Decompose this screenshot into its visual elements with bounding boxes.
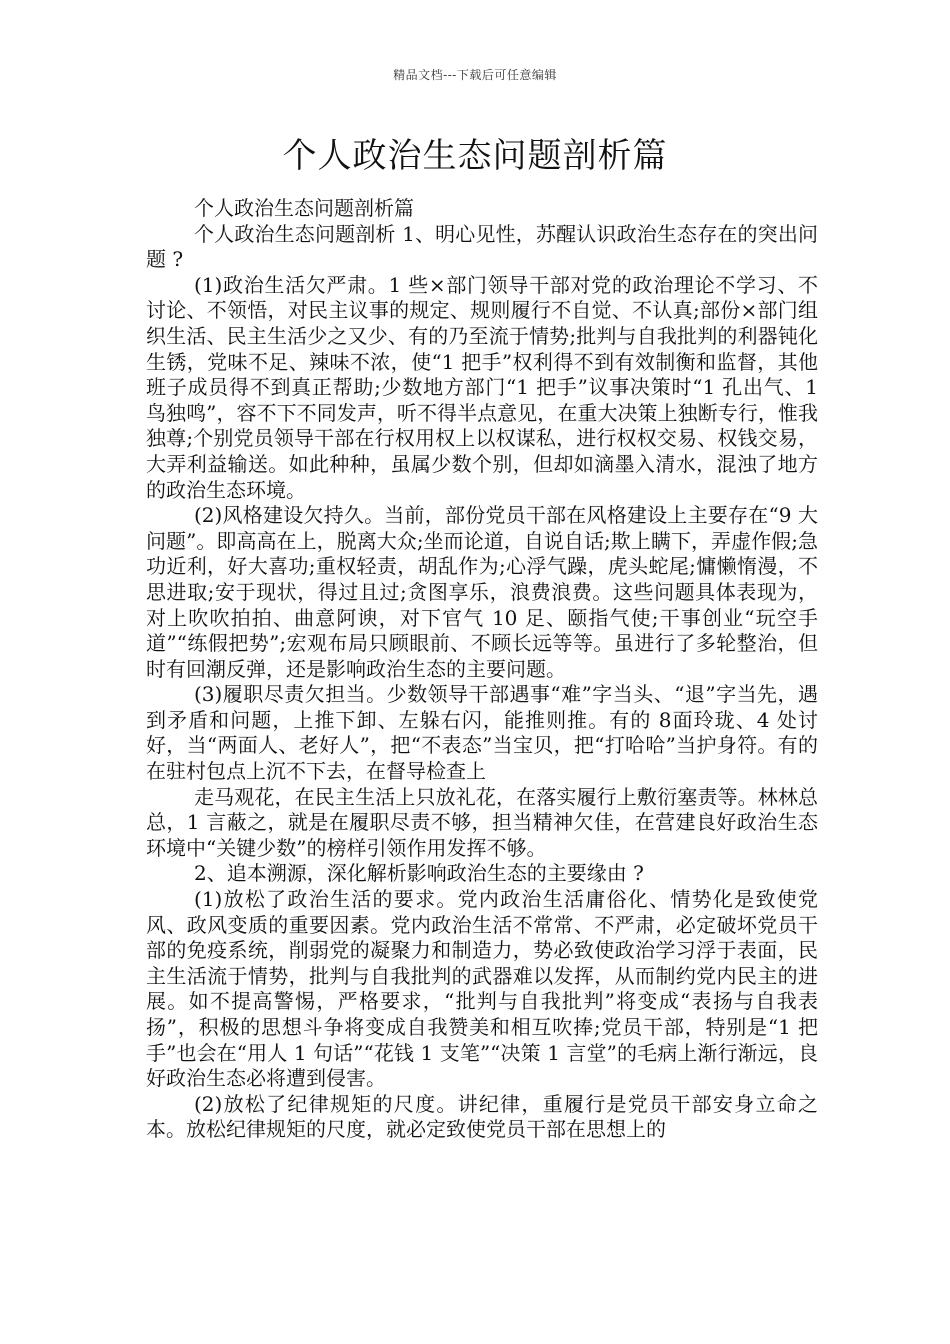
- body-paragraph: 走马观花，在民主生活上只放礼花，在落实履行上敷衍塞责等。林林总总，1 言蔽之，就是在履职尽责不够，担当精神欠佳，在营建良好政治生态环境中“关键少数”的榜样引领作用发挥不够。: [146, 784, 818, 860]
- body-paragraph: 2、追本溯源，深化解析影响政治生态的主要缘由 ?: [194, 861, 644, 886]
- body-paragraph: (2)放松了纪律规矩的尺度。讲纪律，重履行是党员干部安身立命之本。放松纪律规矩的尺度，就必定致使党员干部在思想上的: [146, 1091, 818, 1142]
- document-title: 个人政治生态问题剖析篇: [282, 136, 668, 176]
- body-paragraph: (3)履职尽责欠担当。少数领导干部遇事“难”字当头、“退”字当先，遇到矛盾和问题，上推下卸、左躲右闪，能推则推。有的 8面玲珑、4 处讨好，当“两面人、老好人”，把“不表态”当宝贝，把“打哈哈”当护身符。有的在驻村包点上沉不下去，在督导检查上: [146, 682, 818, 784]
- body-paragraph: (1)放松了政治生活的要求。党内政治生活庸俗化、情势化是致使党风、政风变质的重要因素。党内政治生活不常常、不严肃，必定破坏党员干部的免疫系统，削弱党的凝聚力和制造力，势必致使政治学习浮于表面，民主生活流于情势，批判与自我批判的武器难以发挥，从而制约党内民主的进展。如不提高警惕，严格要求，“批判与自我批判”将变成“表扬与自我表扬”，积极的思想斗争将变成自我赞美和相互吹捧;党员干部，特别是“1 把手”也会在“用人 1 句话”“花钱 1 支笔”“决策 1 言堂”的毛病上渐行渐远，良好政治生态必将遭到侵害。: [146, 887, 818, 1091]
- body-paragraph: (2)风格建设欠持久。当前，部份党员干部在风格建设上主要存在“9 大问题”。即高高在上，脱离大众;坐而论道，自说自话;欺上瞒下，弄虚作假;急功近利，好大喜功;重权轻责，胡乱作为;心浮气躁，虎头蛇尾;慵懒惰漫，不思进取;安于现状，得过且过;贪图享乐，浪费浪费。这些问题具体表现为，对上吹吹拍拍、曲意阿谀，对下官气 10 足、颐指气使;干事创业“玩空手道”“练假把势”;宏观布局只顾眼前、不顾长远等等。虽进行了多轮整治，但时有回潮反弹，还是影响政治生态的主要问题。: [146, 503, 818, 681]
- body-paragraph: (1)政治生活欠严肃。1 些×部门领导干部对党的政治理论不学习、不讨论、不领悟，对民主议事的规定、规则履行不自觉、不认真;部份×部门组织生活、民主生活少之又少、有的乃至流于情势;批判与自我批判的利器钝化生锈，党味不足、辣味不浓，使“1 把手”权利得不到有效制衡和监督，其他班子成员得不到真正帮助;少数地方部门“1 把手”议事决策时“1 孔出气、1 鸟独鸣”，容不下不同发声，听不得半点意见，在重大决策上独断专行，惟我独尊;个别党员领导干部在行权用权上以权谋私，进行权权交易、权钱交易，大弄利益输送。如此种种，虽属少数个别，但却如滴墨入清水，混浊了地方的政治生态环境。: [146, 272, 818, 502]
- document-body: [146, 196, 818, 1143]
- body-paragraph: 个人政治生态问题剖析篇: [194, 196, 414, 220]
- header-note: 精品文档---下载后可任意编辑: [393, 68, 557, 82]
- body-paragraph: 个人政治生态问题剖析 1、明心见性，苏醒认识政治生态存在的突出问题 ?: [146, 221, 818, 272]
